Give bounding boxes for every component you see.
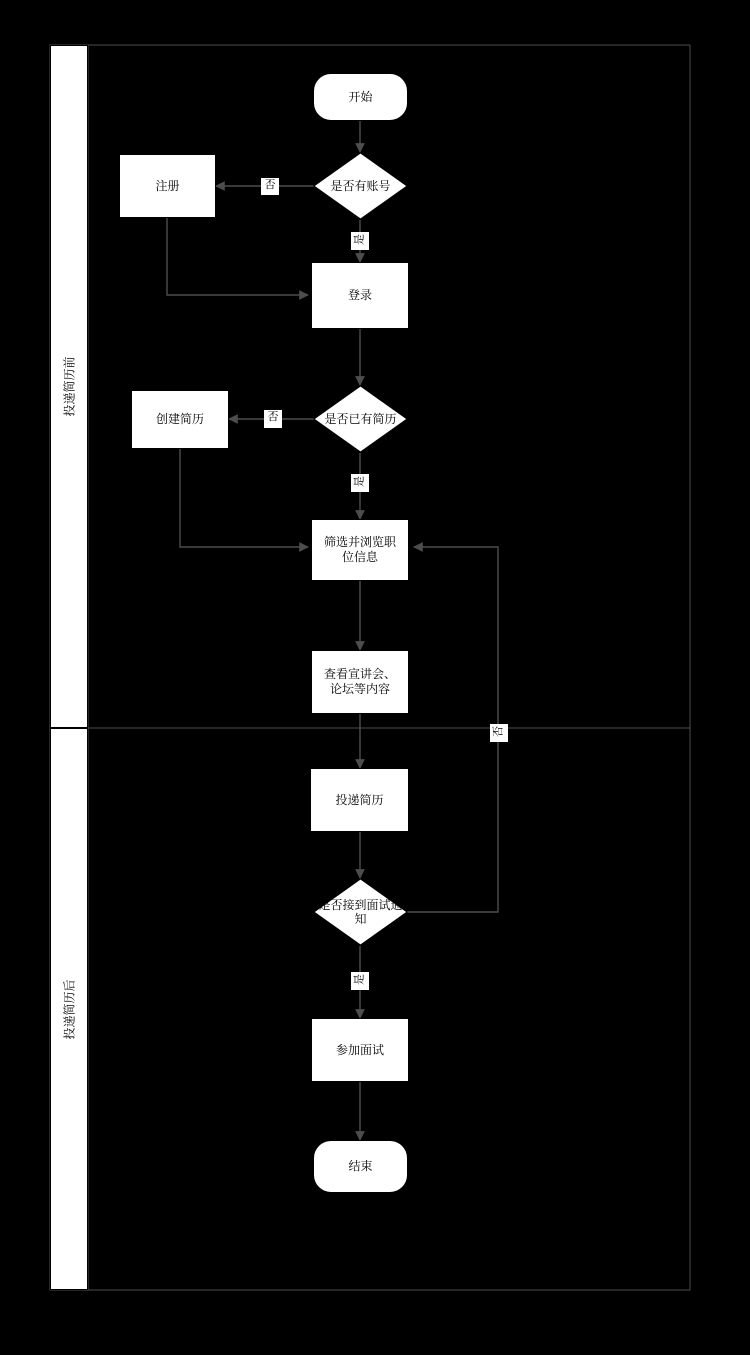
lane-label-text: 投递简历后 — [62, 978, 77, 1040]
edge-label-resume-no — [264, 410, 282, 428]
node-label: 登录 — [347, 288, 372, 302]
lane-label-text: 投递简历前 — [62, 356, 77, 417]
node-view-events[interactable] — [311, 650, 409, 714]
edge-label-text: 是 — [353, 974, 366, 985]
edge-label-text: 否 — [267, 411, 279, 423]
node-has-resume[interactable] — [313, 385, 408, 453]
node-has-account[interactable] — [313, 152, 408, 220]
edge-label-account-yes — [351, 232, 369, 250]
node-label: 创建简历 — [155, 412, 204, 426]
lane-label-before-submission — [50, 45, 88, 728]
edge-label-text: 是 — [353, 234, 366, 245]
edge-label-account-no — [261, 178, 279, 195]
lane-label-after-submission — [50, 728, 88, 1290]
edge-label-text: 否 — [492, 726, 505, 737]
node-end[interactable] — [313, 1140, 408, 1193]
node-label: 开始 — [348, 89, 373, 104]
node-attend-interview[interactable] — [311, 1018, 409, 1082]
node-browse-jobs[interactable] — [311, 519, 409, 581]
node-label: 查看宣讲会、论坛等内容 — [323, 667, 396, 696]
node-start[interactable] — [313, 73, 408, 121]
node-label: 投递简历 — [335, 792, 384, 807]
node-got-interview[interactable] — [313, 878, 408, 946]
node-label: 是否有账号 — [330, 179, 391, 193]
node-label: 是否已有简历 — [324, 412, 397, 426]
node-label: 筛选并浏览职位信息 — [323, 535, 396, 564]
edge-label-text: 否 — [264, 179, 276, 191]
node-login[interactable] — [311, 262, 409, 329]
node-label: 参加面试 — [335, 1042, 384, 1057]
node-register[interactable] — [119, 154, 216, 218]
node-label: 注册 — [155, 178, 180, 193]
edge-label-interview-no — [490, 724, 508, 742]
node-create-resume[interactable] — [131, 390, 229, 449]
node-submit-resume[interactable] — [310, 768, 409, 832]
node-label: 是否接到面试通知 — [318, 898, 403, 926]
edge-label-resume-yes — [351, 474, 369, 492]
edge-label-interview-yes — [351, 972, 369, 990]
node-label: 结束 — [348, 1159, 373, 1173]
edge-label-text: 是 — [353, 476, 366, 487]
